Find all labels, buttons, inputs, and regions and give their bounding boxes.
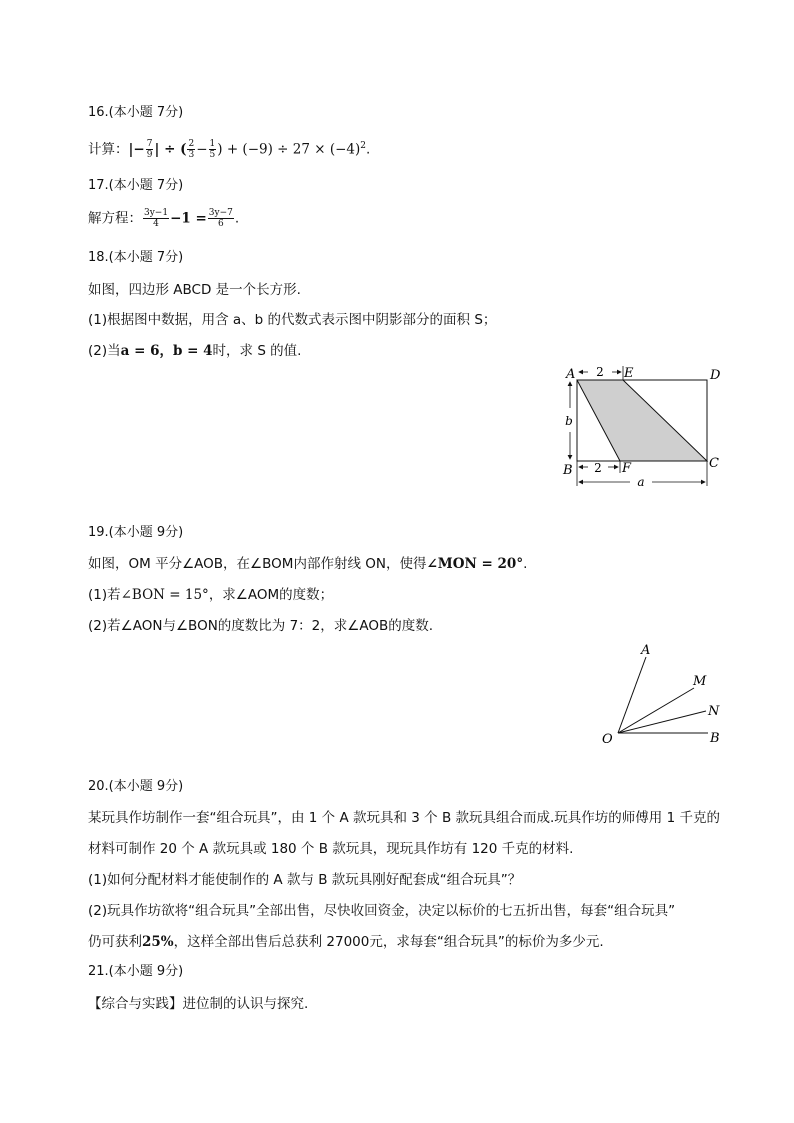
q16-minus: −: [196, 141, 208, 158]
q17-end: .: [234, 210, 240, 227]
q19-part1-lead: (1)若: [88, 587, 121, 603]
q16-fraction-2: $\frac{2}{3}$: [188, 139, 195, 160]
q16-fraction-3: $\frac{1}{5}$: [209, 139, 216, 160]
label-C: C: [709, 456, 719, 471]
q16-expression: [88, 137, 370, 160]
ray-OM: [618, 688, 694, 733]
label-M: M: [693, 674, 707, 689]
q19-part1-angle: ∠BON = 15°: [120, 587, 209, 603]
q17-fraction-2: $\frac{3y-7}{6}$: [208, 208, 233, 229]
q19-intro: [88, 555, 527, 573]
q18-part1: (1)根据图中数据，用含 a、b 的代数式表示图中阴影部分的面积 S；: [88, 312, 497, 328]
q17-equation: [88, 208, 239, 229]
q18-part2-tail: 时，求 S 的值.: [212, 343, 302, 359]
q19-part1-tail: ，求∠AOM的度数；: [208, 587, 334, 603]
label-N: N: [708, 704, 720, 719]
top-dim-label: 2: [596, 365, 604, 379]
q16-abs-close: | ÷ (: [154, 141, 187, 158]
q20-header: 20.(本小题 9分): [88, 779, 184, 794]
ray-ON: [618, 711, 706, 733]
q16-prefix: 计算：: [88, 141, 129, 158]
q20-part1: (1)如何分配材料才能使制作的 A 款与 B 款玩具刚好配套成“组合玩具”？: [88, 872, 522, 888]
q21-header: 21.(本小题 9分): [88, 964, 184, 979]
q19-part2: (2)若∠AON与∠BON的度数比为 7：2，求∠AOB的度数.: [88, 618, 434, 634]
q16-abs-open: |−: [128, 141, 145, 158]
label-B: B: [563, 463, 573, 478]
q20-line1: 某玩具作坊制作一套“组合玩具”，由 1 个 A 款玩具和 3 个 B 款玩具组合而成.玩具作坊的师傅用 1 千克的: [88, 810, 720, 826]
q19-header: 19.(本小题 9分): [88, 525, 184, 540]
label-F: F: [622, 461, 632, 476]
shaded-region: [577, 380, 707, 461]
q18-header: 18.(本小题 7分): [88, 250, 184, 265]
q17-header: 17.(本小题 7分): [88, 178, 184, 193]
q19-part1: [88, 586, 333, 604]
q19-angle-figure: [596, 640, 736, 750]
ray-OA: [618, 657, 646, 733]
q16-end: .: [366, 141, 371, 158]
q17-fraction-1: $\frac{3y-1}{4}$: [144, 208, 169, 229]
label-B: B: [710, 731, 720, 746]
q17-prefix: 解方程：: [88, 210, 142, 227]
q18-part2: [88, 342, 301, 360]
q16-exponent: 2: [360, 141, 366, 151]
q20-percent: 25%: [142, 934, 174, 950]
q20-part2-line1: (2)玩具作坊欲将“组合玩具”全部出售，尽快收回资金，决定以标价的七五折出售，每套“组合玩具”: [88, 903, 676, 919]
label-O: O: [602, 732, 613, 747]
side-dim-label: b: [565, 414, 573, 428]
q19-intro-angle: ∠MON = 20°: [426, 556, 524, 572]
q18-rectangle-figure: [556, 362, 726, 490]
label-D: D: [710, 368, 721, 383]
q19-intro-lead: 如图，OM 平分∠AOB，在∠BOM内部作射线 ON，使得: [88, 556, 427, 572]
q18-part2-lead: (2)当: [88, 343, 121, 359]
q18-part2-values: a = 6，b = 4: [120, 343, 213, 359]
q20-part2-lead: 仍可获利: [88, 934, 142, 950]
q16-header: 16.(本小题 7分): [88, 105, 184, 120]
q19-intro-end: .: [523, 556, 528, 572]
q17-mid: −1 =: [170, 210, 207, 227]
q20-line2: 材料可制作 20 个 A 款玩具或 180 个 B 款玩具，现玩具作坊有 120 千克的材料.: [88, 841, 574, 857]
q16-tail: ) + (−9) ÷ 27 × (−4): [217, 141, 361, 158]
width-dim-label: a: [637, 475, 645, 489]
label-A: A: [566, 367, 576, 382]
label-A: A: [641, 643, 651, 658]
bottom-dim-label: 2: [594, 461, 602, 475]
label-E: E: [624, 366, 634, 381]
q18-intro: 如图，四边形 ABCD 是一个长方形.: [88, 282, 301, 298]
q16-fraction-1: $\frac{7}{9}$: [146, 139, 153, 160]
q20-part2-line2: [88, 933, 604, 951]
q20-part2-tail: ，这样全部出售后总获利 27000元，求每套“组合玩具”的标价为多少元.: [173, 934, 604, 950]
q21-line1: 【综合与实践】进位制的认识与探究.: [88, 996, 309, 1012]
